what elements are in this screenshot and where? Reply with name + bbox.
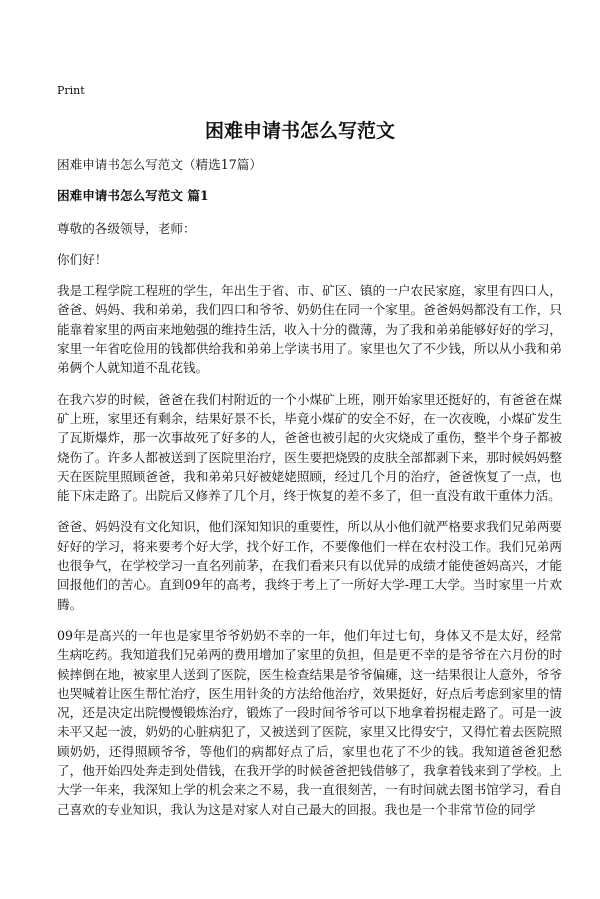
section-heading: 困难申请书怎么写范文 篇1: [57, 188, 209, 204]
paragraph-family-background: 我是工程学院工程班的学生，年出生于省、市、矿区、镇的一户农民家庭，家里有四口人，爸爸、妈妈、我和弟弟，我们四口和爷爷、奶奶住在同一个家里。爸爸妈妈都没有工作，只能靠着家里的两亩来地勉强的维持生活，收入十分的微薄，为了我和弟弟能够好好的学习，家里一年省吃俭用的钱都供给我和弟弟上学读书用了。家里也欠了不少钱，所以从小我和弟弟俩个人就知道不乱花钱。: [57, 283, 562, 376]
salutation: 尊敬的各级领导，老师：: [57, 220, 196, 236]
print-link[interactable]: Print: [57, 84, 85, 97]
paragraph-parents-expectations: 爸爸、妈妈没有文化知识，他们深知知识的重要性，所以从小他们就严格要求我们兄弟两要好好的学习，将来要考个好大学，找个好工作，不要像他们一样在农村没工作。我们兄弟两也很争气，在学校学习一直名列前茅，在我们看来只有以优异的成绩才能使爸妈高兴，才能回报他们的苦心。直到09年的高考，我终于考上了一所好大学-理工大学。当时家里一片欢腾。: [57, 519, 562, 612]
greeting-line: 你们好！: [57, 251, 108, 267]
document-title: 困难申请书怎么写范文: [204, 120, 395, 142]
paragraph-grandparents-illness: 09年是高兴的一年也是家里爷爷奶奶不幸的一年，他们年过七旬，身体又不是太好，经常生病吃药。我知道我们兄弟两的费用增加了家里的负担，但是更不幸的是爷爷在六月份的时候摔倒在地，被家里人送到了医院，医生检查结果是爷爷偏瘫，这一结果很让人意外，爷爷也哭喊着让医生帮忙治疗，医生用针灸的方法给他治疗，效果挺好，好点后考虑到家里的情况，还是决定出院慢慢锻炼治疗，锻炼了一段时间爷爷可以下地拿着拐棍走路了。可是一波未平又起一波，奶奶的心脏病犯了，又被送到了医院，家里又比得安宁，又得忙着去医院照顾奶奶，还得照顾爷爷，等他们的病都好点了后，家里也花了不少的钱。我知道爸爸犯愁了，他开始四处奔走到处借钱，在我开学的时候爸爸把钱借够了，我拿着钱来到了学校。上大学一年来，我深知上学的机会来之不易，我一直很刻苦，一有时间就去图书馆学习，看自己喜欢的专业知识，我认为这是对家人对自己最大的回报。我也是一个非常节俭的同学: [57, 627, 562, 817]
document-body: [57, 155, 562, 831]
paragraph-father-accident: 在我六岁的时候，爸爸在我们村附近的一个小煤矿上班，刚开始家里还挺好的，有爸爸在煤矿上班，家里还有剩余，结果好景不长，毕竟小煤矿的安全不好，在一次夜晚，小煤矿发生了瓦斯爆炸，那一次事故死了好多的人，爸爸也被引起的火灾烧成了重伤，整半个身子都被烧伤了。许多人都被送到了医院里治疗，医生要把烧毁的皮肤全部都剥下来，那时候妈妈整天在医院里照顾爸爸，我和弟弟只好被姥姥照顾，经过几个月的治疗，爸爸恢复了一点，也能下床走路了。出院后又修养了几个月，终于恢复的差不多了，但一直没有敢干重体力活。: [57, 391, 562, 504]
document-subtitle: 困难申请书怎么写范文（精选17篇）: [57, 157, 262, 172]
